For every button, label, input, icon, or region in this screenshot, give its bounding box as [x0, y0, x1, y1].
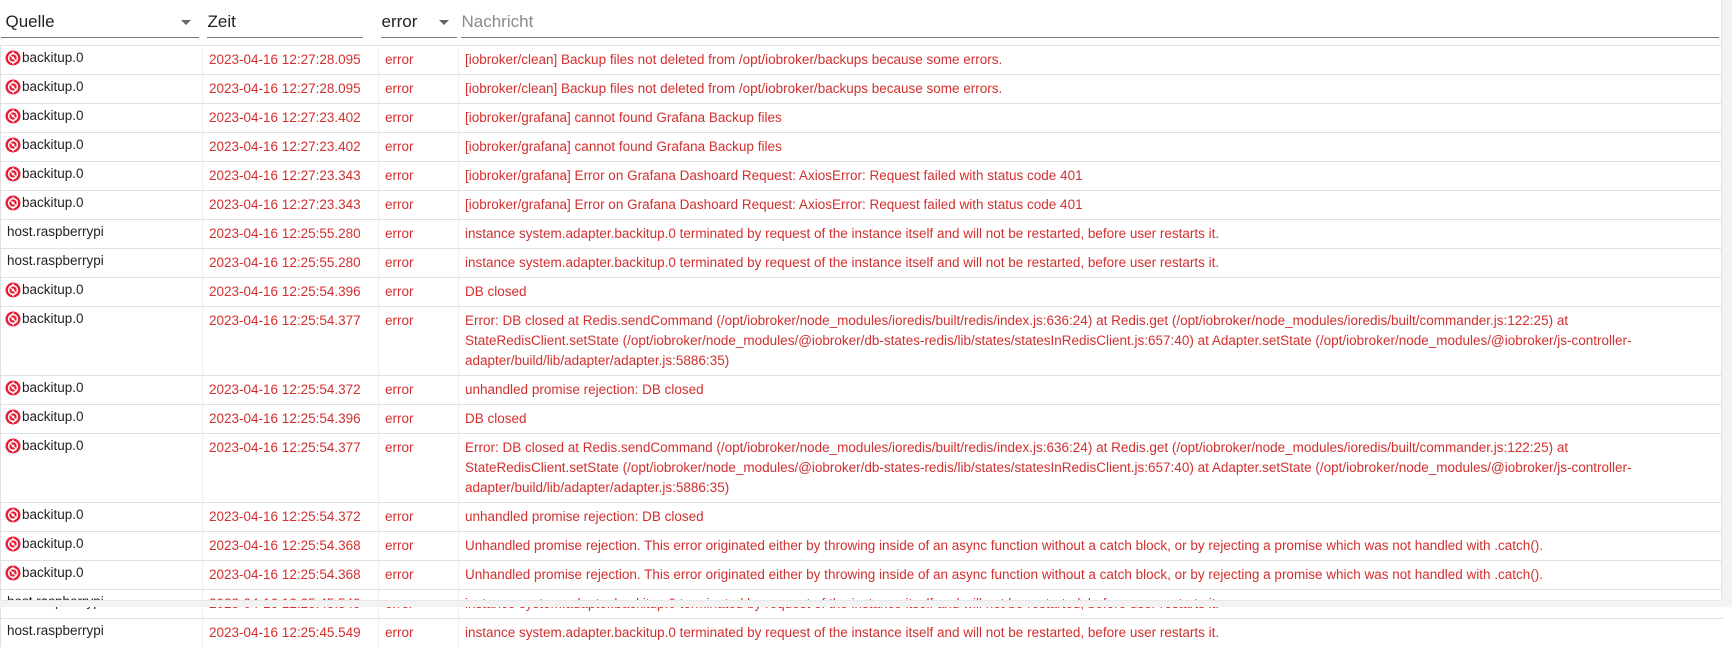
backitup-adapter-icon — [5, 507, 21, 523]
log-row[interactable] — [1, 503, 1723, 532]
log-time-cell: 2023-04-16 12:25:54.372 — [203, 503, 379, 532]
log-row[interactable] — [1, 46, 1723, 75]
log-table-body — [1, 46, 1723, 647]
log-time-cell: 2023-04-16 12:25:54.396 — [203, 405, 379, 434]
log-message-cell: DB closed — [459, 405, 1723, 434]
log-time-cell: 2023-04-16 12:27:28.095 — [203, 75, 379, 104]
log-severity-cell: error — [379, 503, 459, 532]
backitup-adapter-icon — [5, 50, 21, 66]
log-source-text: backitup.0 — [22, 378, 84, 398]
log-message-cell: instance system.adapter.backitup.0 terminated by request of the instance itself and will not be restarted, before user restarts it. — [459, 220, 1723, 249]
backitup-adapter-icon — [5, 311, 21, 327]
message-filter-input[interactable] — [461, 0, 1719, 38]
backitup-adapter-icon — [5, 108, 21, 124]
log-message-cell: [iobroker/grafana] cannot found Grafana Backup files — [459, 104, 1723, 133]
log-source-cell — [1, 162, 203, 191]
log-severity-cell: error — [379, 405, 459, 434]
log-row[interactable] — [1, 307, 1723, 376]
log-row[interactable] — [1, 249, 1723, 278]
log-severity-cell: error — [379, 249, 459, 278]
log-severity-cell: error — [379, 191, 459, 220]
log-message-cell: Unhandled promise rejection. This error originated either by throwing inside of an async function without a catch block, or by rejecting a promise which was not handled with .catch(). — [459, 532, 1723, 561]
message-column-header — [459, 0, 1723, 46]
log-row[interactable] — [1, 162, 1723, 191]
horizontal-scrollbar[interactable] — [0, 600, 1722, 607]
log-row[interactable] — [1, 376, 1723, 405]
time-column-header — [203, 0, 379, 46]
log-severity-cell: error — [379, 376, 459, 405]
log-severity-cell: error — [379, 532, 459, 561]
log-time-cell: 2023-04-16 12:25:54.368 — [203, 561, 379, 590]
log-time-cell: 2023-04-16 12:25:55.280 — [203, 220, 379, 249]
log-source-text: backitup.0 — [22, 77, 84, 97]
log-time-cell: 2023-04-16 12:25:54.377 — [203, 434, 379, 503]
time-column-label: Zeit — [208, 12, 236, 31]
log-severity-cell: error — [379, 307, 459, 376]
log-source-text: host.raspberrypi — [7, 222, 104, 242]
log-row[interactable] — [1, 561, 1723, 590]
log-row[interactable] — [1, 278, 1723, 307]
log-source-cell — [1, 532, 203, 561]
source-column-header — [1, 0, 203, 46]
backitup-adapter-icon — [5, 536, 21, 552]
log-source-text: backitup.0 — [22, 106, 84, 126]
log-message-cell: Unhandled promise rejection. This error originated either by throwing inside of an async function without a catch block, or by rejecting a promise which was not handled with .catch(). — [459, 561, 1723, 590]
log-source-cell — [1, 46, 203, 75]
log-source-text: backitup.0 — [22, 407, 84, 427]
log-source-text: backitup.0 — [22, 534, 84, 554]
log-row[interactable] — [1, 619, 1723, 647]
severity-filter-select[interactable] — [381, 0, 457, 38]
log-time-cell: 2023-04-16 12:27:23.343 — [203, 191, 379, 220]
log-time-cell: 2023-04-16 12:27:23.343 — [203, 162, 379, 191]
log-table-header — [1, 0, 1723, 46]
log-severity-cell: error — [379, 434, 459, 503]
log-source-text: backitup.0 — [22, 135, 84, 155]
log-time-cell: 2023-04-16 12:27:23.402 — [203, 133, 379, 162]
log-source-text: backitup.0 — [22, 48, 84, 68]
log-row[interactable] — [1, 191, 1723, 220]
log-message-cell: [iobroker/grafana] Error on Grafana Dashoard Request: AxiosError: Request failed with status code 401 — [459, 162, 1723, 191]
log-source-text: backitup.0 — [22, 164, 84, 184]
log-message-cell: unhandled promise rejection: DB closed — [459, 503, 1723, 532]
log-severity-cell: error — [379, 619, 459, 647]
log-time-cell: 2023-04-16 12:27:23.402 — [203, 104, 379, 133]
log-source-cell — [1, 405, 203, 434]
log-time-cell: 2023-04-16 12:25:54.396 — [203, 278, 379, 307]
log-source-cell — [1, 249, 203, 278]
log-severity-cell: error — [379, 162, 459, 191]
backitup-adapter-icon — [5, 79, 21, 95]
log-message-cell: [iobroker/clean] Backup files not deleted from /opt/iobroker/backups because some errors. — [459, 75, 1723, 104]
chevron-down-icon[interactable] — [181, 20, 191, 25]
log-row[interactable] — [1, 75, 1723, 104]
severity-column-header — [379, 0, 459, 46]
log-severity-cell: error — [379, 75, 459, 104]
backitup-adapter-icon — [5, 380, 21, 396]
backitup-adapter-icon — [5, 166, 21, 182]
log-message-cell: [iobroker/grafana] cannot found Grafana Backup files — [459, 133, 1723, 162]
source-filter-select[interactable] — [1, 0, 199, 38]
log-severity-cell: error — [379, 561, 459, 590]
log-source-cell — [1, 307, 203, 376]
log-row[interactable] — [1, 133, 1723, 162]
log-source-text: host.raspberrypi — [7, 621, 104, 641]
log-message-cell: Error: DB closed at Redis.sendCommand (/opt/iobroker/node_modules/ioredis/built/redis/index.js:636:24) at Redis.get (/opt/iobroker/node_modules/ioredis/built/commander.js:122:25) at StateRedisClient.setState (/opt/iobroker/node_modules/@iobroker/db-states-redis/lib/states/statesInRedisClient.js:657:40) at Adapter.setState (/opt/iobroker/node_modules/@iobroker/js-controller-adapter/build/lib/adapter/adapter.js:5886:35) — [459, 434, 1723, 503]
log-message-cell: unhandled promise rejection: DB closed — [459, 376, 1723, 405]
log-time-cell: 2023-04-16 12:27:28.095 — [203, 46, 379, 75]
log-severity-cell: error — [379, 104, 459, 133]
log-severity-cell: error — [379, 133, 459, 162]
log-severity-cell: error — [379, 278, 459, 307]
log-message-cell: DB closed — [459, 278, 1723, 307]
log-row[interactable] — [1, 434, 1723, 503]
log-source-text: backitup.0 — [22, 563, 84, 583]
log-source-text: backitup.0 — [22, 436, 84, 456]
log-source-cell — [1, 561, 203, 590]
log-source-cell — [1, 191, 203, 220]
log-source-cell — [1, 133, 203, 162]
log-source-cell — [1, 220, 203, 249]
vertical-scrollbar[interactable] — [1721, 0, 1732, 607]
log-message-cell: instance system.adapter.backitup.0 terminated by request of the instance itself and will not be restarted, before user restarts it. — [459, 619, 1723, 647]
backitup-adapter-icon — [5, 282, 21, 298]
log-source-text: backitup.0 — [22, 505, 84, 525]
log-source-cell — [1, 104, 203, 133]
log-time-cell: 2023-04-16 12:25:54.377 — [203, 307, 379, 376]
log-time-cell: 2023-04-16 12:25:54.368 — [203, 532, 379, 561]
log-time-cell: 2023-04-16 12:25:54.372 — [203, 376, 379, 405]
log-message-cell: [iobroker/clean] Backup files not deleted from /opt/iobroker/backups because some errors. — [459, 46, 1723, 75]
backitup-adapter-icon — [5, 137, 21, 153]
log-row[interactable] — [1, 532, 1723, 561]
log-time-cell: 2023-04-16 12:25:45.549 — [203, 619, 379, 647]
log-row[interactable] — [1, 220, 1723, 249]
time-filter-input[interactable] — [207, 0, 363, 38]
log-message-cell: [iobroker/grafana] Error on Grafana Dashoard Request: AxiosError: Request failed with status code 401 — [459, 191, 1723, 220]
log-row[interactable] — [1, 104, 1723, 133]
log-source-cell — [1, 503, 203, 532]
log-message-cell: instance system.adapter.backitup.0 terminated by request of the instance itself and will not be restarted, before user restarts it. — [459, 249, 1723, 278]
backitup-adapter-icon — [5, 565, 21, 581]
log-source-text: backitup.0 — [22, 309, 84, 329]
log-source-cell — [1, 619, 203, 647]
log-source-text: host.raspberrypi — [7, 251, 104, 271]
log-source-cell — [1, 75, 203, 104]
log-row[interactable] — [1, 405, 1723, 434]
log-message-cell: Error: DB closed at Redis.sendCommand (/opt/iobroker/node_modules/ioredis/built/redis/index.js:636:24) at Redis.get (/opt/iobroker/node_modules/ioredis/built/commander.js:122:25) at StateRedisClient.setState (/opt/iobroker/node_modules/@iobroker/db-states-redis/lib/states/statesInRedisClient.js:657:40) at Adapter.setState (/opt/iobroker/node_modules/@iobroker/js-controller-adapter/build/lib/adapter/adapter.js:5886:35) — [459, 307, 1723, 376]
log-source-text: backitup.0 — [22, 193, 84, 213]
log-time-cell: 2023-04-16 12:25:55.280 — [203, 249, 379, 278]
log-source-cell — [1, 434, 203, 503]
log-source-cell — [1, 278, 203, 307]
log-source-cell — [1, 376, 203, 405]
source-filter-label: Quelle — [6, 12, 55, 31]
backitup-adapter-icon — [5, 438, 21, 454]
severity-filter-label: error — [382, 12, 418, 31]
backitup-adapter-icon — [5, 409, 21, 425]
backitup-adapter-icon — [5, 195, 21, 211]
log-source-text: backitup.0 — [22, 280, 84, 300]
chevron-down-icon[interactable] — [439, 20, 449, 25]
log-severity-cell: error — [379, 220, 459, 249]
message-filter-placeholder: Nachricht — [462, 12, 534, 31]
log-severity-cell: error — [379, 46, 459, 75]
